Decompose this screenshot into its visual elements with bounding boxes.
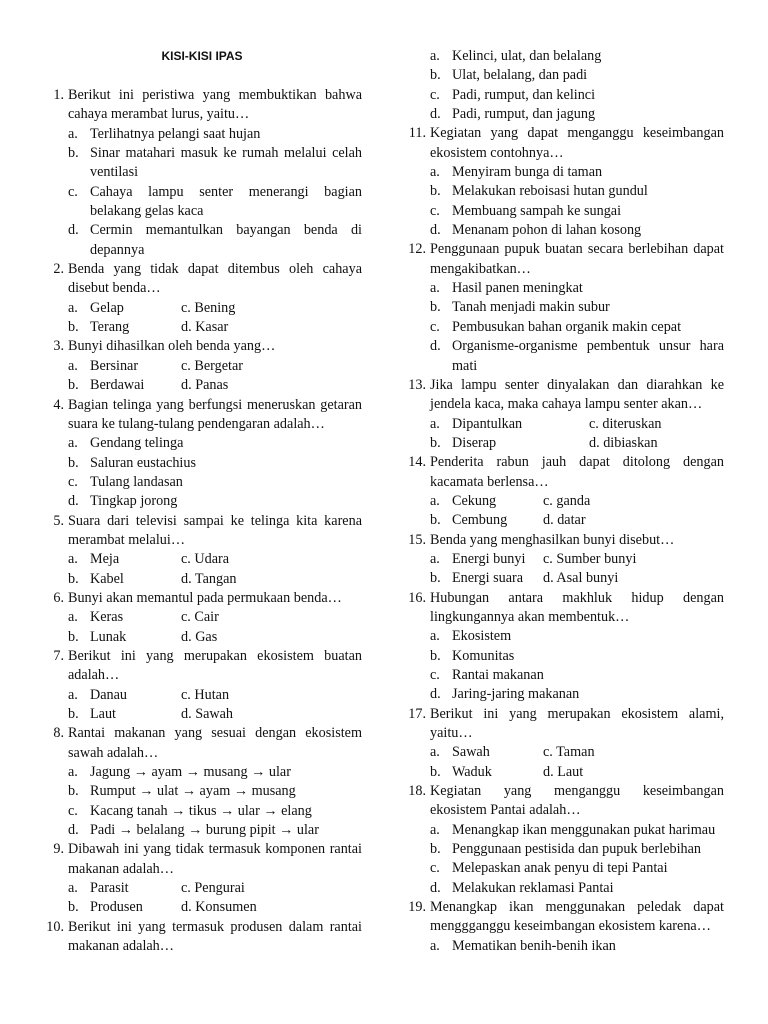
option-letter: b. (430, 434, 441, 451)
option-text: Terlihatnya pelangi saat hujan (90, 125, 261, 142)
question-number: 9. (53, 841, 64, 858)
answer-option: d. Konsumen (181, 899, 257, 916)
option-text: Menangkap ikan menggunakan pukat harimau (452, 821, 716, 838)
answer-option (68, 376, 181, 395)
question-item (404, 898, 724, 956)
answer-option (430, 550, 543, 569)
answer-option (430, 415, 589, 434)
answer-option (430, 298, 724, 317)
option-letter: a. (430, 744, 440, 761)
option-letter: b. (430, 763, 441, 780)
question-number: 13. (408, 376, 426, 393)
option-letter: a. (430, 280, 440, 297)
option-text: Padi, rumput, dan kelinci (452, 86, 596, 103)
option-letter: a. (430, 48, 440, 64)
option-letter: b. (430, 512, 441, 529)
option-letter: a. (68, 125, 78, 142)
option-text: Rantai makanan (452, 667, 544, 683)
option-text: Sawah (452, 744, 490, 761)
question-item (42, 86, 362, 260)
answer-option: d. Gas (181, 628, 218, 645)
answer-option (430, 221, 724, 240)
option-text: Cermin memantulkan bayangan benda di depannya (90, 222, 362, 258)
option-text: Tulang landasan (90, 473, 183, 490)
option-text: Berdawai (90, 377, 145, 394)
answer-option: c. Cair (181, 609, 219, 626)
answer-option-row (68, 570, 362, 589)
option-letter: a. (430, 415, 440, 432)
option-text: Pembusukan bahan organik makin cepat (452, 318, 682, 335)
answer-option-row (430, 511, 724, 530)
answer-option-row (68, 357, 362, 376)
question-item (404, 124, 724, 240)
option-letter: a. (430, 164, 440, 181)
answer-option (430, 492, 543, 511)
option-letter: a. (68, 551, 78, 568)
answer-option (68, 454, 362, 473)
option-letter: c. (430, 86, 440, 103)
option-letter: d. (430, 686, 441, 703)
answer-option (68, 183, 362, 222)
answer-option (430, 434, 589, 453)
option-letter: a. (430, 937, 440, 954)
answer-option (430, 666, 724, 685)
answer-option: c. Pengurai (181, 880, 245, 897)
option-letter: c. (68, 183, 78, 200)
question-text: Penggunaan pupuk buatan secara berlebihan dapat mengakibatkan… (430, 241, 724, 277)
answer-option (68, 221, 362, 260)
option-text: Ulat, belalang, dan padi (452, 67, 588, 84)
option-text: Dipantulkan (452, 415, 523, 432)
question-item (404, 705, 724, 782)
question-number: 5. (53, 512, 64, 529)
question-text: Suara dari televisi sampai ke telinga kita karena merambat melalui… (68, 512, 362, 548)
answer-option-row (68, 898, 362, 917)
answer-option: c. ganda (543, 492, 591, 509)
option-text: Tingkap jorong (90, 493, 178, 510)
question-item (404, 376, 724, 453)
option-letter: a. (68, 686, 78, 703)
question-number: 17. (408, 705, 426, 722)
question-number: 7. (53, 647, 64, 664)
question-number: 19. (408, 899, 426, 916)
option-text: Bersinar (90, 357, 139, 374)
answer-option-row (430, 763, 724, 782)
question-text: Bagian telinga yang berfungsi meneruskan getaran suara ke tulang-tulang pendengaran adalah… (68, 396, 362, 432)
answer-option-row (68, 628, 362, 647)
question-text: Penderita rabun jauh dapat ditolong dengan kacamata berlensa… (430, 454, 724, 490)
option-letter: c. (68, 473, 78, 490)
option-text: Laut (90, 706, 116, 722)
question-text: Benda yang menghasilkan bunyi disebut… (430, 531, 675, 548)
question-item (42, 918, 362, 957)
option-letter: a. (68, 299, 78, 316)
answer-option-row (68, 318, 362, 337)
option-text: Gelap (90, 299, 124, 316)
question-text: Bunyi akan memantul pada permukaan benda… (68, 589, 342, 606)
question-number: 6. (53, 589, 64, 606)
option-text: Penggunaan pestisida dan pupuk berlebihan (452, 841, 702, 858)
option-letter: b. (68, 319, 79, 336)
question-number: 8. (53, 725, 64, 742)
answer-option (68, 628, 181, 647)
question-item (404, 240, 724, 375)
answer-option (430, 743, 543, 762)
answer-option-row (68, 879, 362, 898)
answer-option (68, 473, 362, 492)
answer-option (430, 202, 724, 221)
option-text: Diserap (452, 434, 497, 451)
option-letter: b. (430, 570, 441, 587)
answer-option (68, 570, 181, 589)
option-text: Danau (90, 686, 128, 703)
answer-option (68, 492, 362, 511)
answer-option-row (68, 705, 362, 724)
answer-option (68, 821, 362, 840)
answer-option (430, 840, 724, 859)
answer-option (430, 627, 724, 646)
option-text: Melakukan reklamasi Pantai (452, 879, 614, 896)
answer-option (68, 802, 362, 821)
answer-option: d. Asal bunyi (543, 570, 619, 587)
answer-option (430, 337, 724, 376)
document-title: KISI-KISI IPAS (161, 49, 243, 63)
option-letter: d. (68, 822, 79, 839)
option-letter: a. (68, 764, 78, 781)
question-text: Menangkap ikan menggunakan peledak dapat menggganggu keseimbangan ekosistem karena… (430, 899, 724, 935)
question-item (42, 840, 362, 917)
question-text: Hubungan antara makhluk hidup dengan lingkungannya akan membentuk… (430, 589, 724, 625)
answer-option (430, 879, 724, 898)
option-text: Saluran eustachius (90, 454, 196, 471)
answer-option-row (430, 434, 724, 453)
option-text: Melakukan reboisasi hutan gundul (452, 183, 648, 200)
option-text: Kabel (90, 570, 124, 587)
option-text: Padi, rumput, dan jagung (452, 106, 596, 123)
answer-option (430, 279, 724, 298)
option-letter: c. (68, 802, 78, 819)
answer-option (68, 318, 181, 337)
question-number: 10. (46, 918, 64, 935)
option-letter: c. (430, 202, 440, 219)
answer-option: c. Bening (181, 299, 236, 316)
answer-option (430, 47, 724, 66)
question-item (42, 724, 362, 840)
option-text: Terang (90, 319, 130, 336)
question-item (42, 260, 362, 337)
question-text: Jika lampu senter dinyalakan dan diarahkan ke jendela kaca, maka cahaya lampu senter akan… (430, 376, 724, 413)
question-item (404, 47, 724, 124)
option-letter: b. (68, 377, 79, 394)
option-letter: c. (430, 860, 440, 877)
option-letter: a. (430, 821, 440, 838)
option-text: Kelinci, ulat, dan belalang (452, 48, 602, 64)
question-number: 2. (53, 261, 64, 278)
option-letter: a. (430, 628, 440, 645)
question-item (404, 531, 724, 589)
option-letter: a. (68, 880, 78, 897)
answer-option: c. Udara (181, 551, 230, 568)
option-text: Ekosistem (452, 628, 512, 645)
question-number: 1. (53, 87, 64, 103)
answer-option: d. Kasar (181, 319, 229, 336)
answer-option (430, 859, 724, 878)
option-letter: b. (430, 647, 441, 664)
option-letter: d. (68, 222, 79, 239)
option-letter: b. (68, 454, 79, 471)
question-item (42, 396, 362, 512)
option-text: Tanah menjadi makin subur (452, 299, 610, 316)
option-text: Hasil panen meningkat (452, 280, 583, 297)
answer-option-row (68, 376, 362, 395)
answer-option (68, 705, 181, 724)
answer-option: c. Sumber bunyi (543, 550, 637, 567)
answer-option (430, 182, 724, 201)
option-text: Rumput → ulat → ayam → musang (90, 783, 296, 800)
question-text: Rantai makanan yang sesuai dengan ekosistem sawah adalah… (68, 725, 362, 761)
answer-option (68, 125, 362, 144)
answer-option-row (430, 569, 724, 588)
question-item (42, 512, 362, 589)
option-letter: c. (430, 667, 440, 683)
answer-option: d. Tangan (181, 570, 237, 587)
option-text: Keras (90, 609, 124, 626)
answer-option: c. Bergetar (181, 357, 243, 374)
option-letter: a. (430, 492, 440, 509)
option-letter: b. (68, 783, 79, 800)
answer-option-row (68, 686, 362, 705)
option-letter: d. (430, 338, 441, 355)
answer-option (430, 685, 724, 704)
answer-option (430, 647, 724, 666)
option-letter: b. (68, 145, 79, 162)
option-letter: a. (430, 550, 440, 567)
answer-option (430, 86, 724, 105)
answer-option (430, 105, 724, 124)
option-text: Menanam pohon di lahan kosong (452, 222, 642, 239)
question-text: Berikut ini yang termasuk produsen dalam rantai makanan adalah… (68, 918, 362, 955)
answer-option: d. Sawah (181, 706, 234, 722)
option-letter: b. (430, 183, 441, 200)
option-text: Kacang tanah → tikus → ular → elang (90, 802, 312, 819)
option-text: Komunitas (452, 647, 515, 664)
answer-option (430, 66, 724, 85)
option-text: Membuang sampah ke sungai (452, 202, 622, 219)
question-text: Berikut ini yang merupakan ekosistem buatan adalah… (68, 647, 362, 684)
answer-option (430, 821, 724, 840)
option-letter: d. (430, 879, 441, 896)
answer-option (68, 299, 181, 318)
answer-option: c. Hutan (181, 686, 230, 703)
answer-option (68, 763, 362, 782)
answer-option (68, 434, 362, 453)
option-text: Meja (90, 551, 120, 568)
option-letter: a. (68, 609, 78, 626)
answer-option (68, 144, 362, 183)
answer-option (430, 937, 724, 956)
option-text: Energi suara (452, 570, 524, 587)
question-text: Bunyi dihasilkan oleh benda yang… (68, 338, 276, 355)
answer-option-row (68, 608, 362, 627)
answer-option-row (430, 415, 724, 434)
question-number: 12. (408, 241, 426, 258)
option-letter: d. (430, 222, 441, 239)
answer-option (68, 898, 181, 917)
answer-option-row (430, 743, 724, 762)
answer-option: d. Panas (181, 377, 229, 394)
option-letter: d. (68, 493, 79, 510)
option-text: Cembung (452, 512, 508, 529)
question-text: Benda yang tidak dapat ditembus oleh cahaya disebut benda… (68, 261, 362, 297)
option-text: Lunak (90, 628, 127, 645)
right-column (404, 47, 724, 956)
question-text: Dibawah ini yang tidak termasuk komponen rantai makanan adalah… (68, 841, 362, 877)
option-letter: b. (430, 841, 441, 858)
answer-option (430, 511, 543, 530)
answer-option: d. dibiaskan (589, 434, 658, 451)
option-letter: a. (68, 435, 78, 452)
question-number: 14. (408, 454, 426, 471)
option-letter: c. (430, 318, 440, 335)
option-letter: b. (68, 706, 79, 722)
answer-option (68, 608, 181, 627)
answer-option (68, 357, 181, 376)
option-text: Cahaya lampu senter menerangi bagian belakang gelas kaca (90, 183, 362, 220)
option-letter: a. (68, 357, 78, 374)
answer-option-row (430, 492, 724, 511)
question-item (42, 337, 362, 395)
question-item (42, 589, 362, 647)
question-number: 18. (408, 783, 426, 800)
answer-option (430, 318, 724, 337)
option-text: Organisme-organisme pembentuk unsur hara mati (452, 338, 724, 374)
question-text: Berikut ini yang merupakan ekosistem alami, yaitu… (430, 705, 724, 742)
question-item (42, 647, 362, 724)
answer-option-row (68, 550, 362, 569)
answer-option: d. datar (543, 512, 586, 529)
answer-option-row (430, 550, 724, 569)
option-text: Gendang telinga (90, 435, 184, 452)
left-column (42, 47, 362, 956)
option-text: Parasit (90, 880, 129, 897)
option-letter: b. (430, 67, 441, 84)
option-text: Mematikan benih-benih ikan (452, 937, 616, 954)
answer-option (68, 686, 181, 705)
question-number: 11. (408, 125, 426, 142)
option-text: Menyiram bunga di taman (452, 164, 603, 181)
option-text: Jagung → ayam → musang → ular (90, 764, 291, 781)
option-letter: d. (430, 106, 441, 123)
answer-option (430, 763, 543, 782)
option-text: Jaring-jaring makanan (452, 686, 580, 703)
option-text: Padi → belalang → burung pipit → ular (90, 822, 319, 839)
question-number: 15. (408, 531, 426, 548)
question-number: 4. (53, 396, 64, 413)
question-item (404, 782, 724, 898)
option-text: Waduk (452, 763, 492, 780)
question-item (404, 453, 724, 530)
answer-option (68, 550, 181, 569)
answer-option (68, 782, 362, 801)
option-text: Produsen (90, 899, 143, 916)
question-text: Kegiatan yang menganggu keseimbangan ekosistem Pantai adalah… (430, 783, 724, 819)
answer-option (430, 163, 724, 182)
answer-option: c. Taman (543, 744, 595, 761)
question-number: 3. (53, 338, 64, 355)
option-letter: b. (68, 570, 79, 587)
answer-option-row (68, 299, 362, 318)
option-text: Sinar matahari masuk ke rumah melalui celah ventilasi (90, 145, 362, 181)
question-item (404, 589, 724, 705)
answer-option: c. diteruskan (589, 415, 662, 432)
question-number: 16. (408, 589, 426, 606)
answer-option (430, 569, 543, 588)
answer-option: d. Laut (543, 763, 584, 780)
option-letter: b. (430, 299, 441, 316)
option-letter: b. (68, 899, 79, 916)
question-text: Berikut ini peristiwa yang membuktikan bahwa cahaya merambat lurus, yaitu… (68, 87, 362, 123)
option-letter: b. (68, 628, 79, 645)
question-text: Kegiatan yang dapat menganggu keseimbangan ekosistem contohnya… (430, 125, 724, 161)
option-text: Cekung (452, 492, 497, 509)
answer-option (68, 879, 181, 898)
option-text: Energi bunyi (452, 550, 526, 567)
option-text: Melepaskan anak penyu di tepi Pantai (452, 860, 668, 877)
